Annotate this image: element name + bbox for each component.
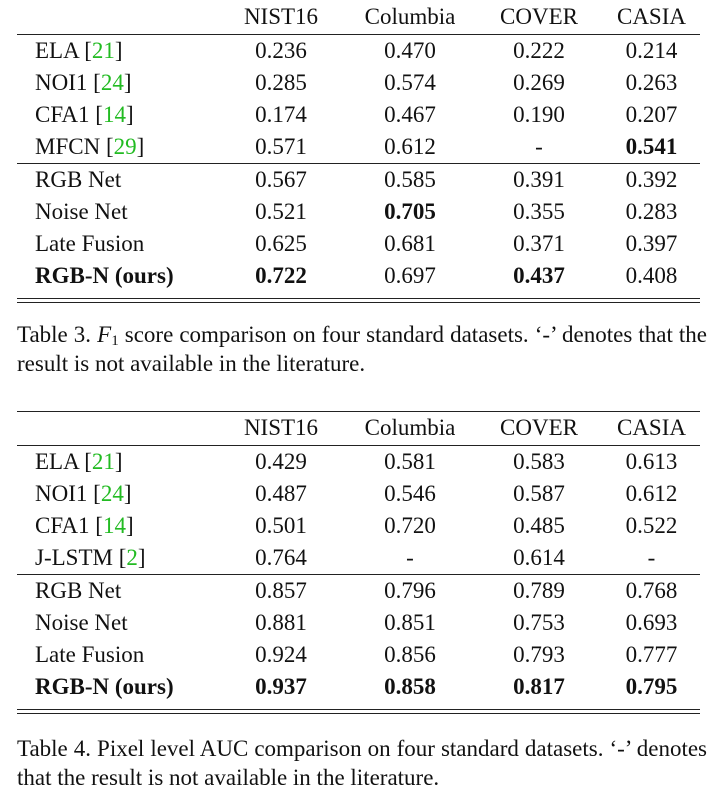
cell-value: 0.392 xyxy=(625,167,678,192)
header-nist16: NIST16 xyxy=(243,4,319,29)
cell-value: 0.612 xyxy=(345,131,475,164)
cell-value: 0.501 xyxy=(255,513,307,538)
cell-value: - xyxy=(345,542,475,575)
cell-value: 0.214 xyxy=(625,38,678,63)
cell-value-best: 0.541 xyxy=(603,131,700,164)
cell-value: 0.408 xyxy=(625,263,678,288)
method-name: Noise Net xyxy=(35,199,128,224)
cell-value: 0.371 xyxy=(513,231,565,256)
table-4-grid xyxy=(17,411,700,703)
table-4-header-row xyxy=(17,411,700,446)
cell-value: 0.587 xyxy=(513,481,565,506)
table-4-top-rule xyxy=(17,411,700,412)
table-4-bottom-rule xyxy=(17,709,700,714)
cell-value: 0.613 xyxy=(625,449,678,474)
cell-value: 0.583 xyxy=(513,449,565,474)
cell-value: - xyxy=(475,131,603,164)
cell-value: 0.269 xyxy=(513,70,565,95)
table-4-caption: Table 4. Pixel level AUC comparison on four standard datasets. ‘-’ denotes that the result is not available in the literature. xyxy=(17,736,707,790)
cell-value: 0.612 xyxy=(625,481,678,506)
cell-value: 0.567 xyxy=(255,167,307,192)
method-name: CFA1 [14] xyxy=(35,102,134,127)
cell-value: 0.263 xyxy=(625,70,678,95)
cell-value: 0.856 xyxy=(384,642,436,667)
method-name: Late Fusion xyxy=(35,642,145,667)
cell-value: 0.174 xyxy=(255,102,307,127)
cell-value: 0.857 xyxy=(255,578,307,603)
header-cover: COVER xyxy=(500,415,578,440)
table-row xyxy=(17,671,700,703)
cell-value: 0.574 xyxy=(384,70,436,95)
cell-value: 0.796 xyxy=(384,578,436,603)
cell-value: 0.614 xyxy=(475,542,603,575)
table-row xyxy=(17,67,700,99)
cell-value: 0.470 xyxy=(384,38,436,63)
cell-value-best: 0.722 xyxy=(255,263,307,288)
cell-value: 0.753 xyxy=(513,610,565,635)
cell-value: 0.768 xyxy=(625,578,678,603)
cell-value: 0.391 xyxy=(513,167,565,192)
f1-symbol: $F_1$ xyxy=(97,322,119,349)
header-method xyxy=(17,0,217,35)
cell-value-best: 0.437 xyxy=(513,263,565,288)
cell-value: 0.397 xyxy=(625,231,678,256)
citation-link[interactable]: 24 xyxy=(100,481,124,506)
cell-value: 0.693 xyxy=(625,610,678,635)
cell-value: 0.190 xyxy=(513,102,565,127)
cell-value: 0.571 xyxy=(217,131,345,164)
header-casia: CASIA xyxy=(616,4,686,29)
cell-value: 0.625 xyxy=(255,231,307,256)
cell-value: 0.793 xyxy=(513,642,565,667)
cell-value: 0.522 xyxy=(625,513,678,538)
cell-value: 0.546 xyxy=(384,481,436,506)
cell-value-best: 0.858 xyxy=(384,674,436,699)
table-row xyxy=(17,607,700,639)
method-name-ours: RGB-N (ours) xyxy=(35,263,174,288)
cell-value: 0.851 xyxy=(384,610,436,635)
table-row xyxy=(17,510,700,542)
cell-value: 0.720 xyxy=(384,513,436,538)
cell-value: 0.429 xyxy=(255,449,307,474)
method-name: MFCN [29] xyxy=(17,131,217,164)
cell-value: 0.207 xyxy=(625,102,678,127)
table-row xyxy=(17,542,700,575)
cell-value-best: 0.817 xyxy=(513,674,565,699)
method-name: RGB Net xyxy=(35,167,122,192)
header-casia: CASIA xyxy=(616,415,686,440)
table-row xyxy=(17,131,700,164)
method-name: CFA1 [14] xyxy=(35,513,134,538)
cell-value: 0.764 xyxy=(217,542,345,575)
table-3-caption: Table 3. $F_1$ score comparison on four standard datasets. ‘-’ denotes that the result is not available in the literature. xyxy=(17,322,707,376)
cell-value: 0.581 xyxy=(384,449,436,474)
table-row xyxy=(17,260,700,292)
cell-value: 0.681 xyxy=(384,231,436,256)
citation-link[interactable]: 14 xyxy=(102,102,126,127)
table-row xyxy=(17,478,700,510)
method-name: NOI1 [24] xyxy=(35,481,132,506)
cell-value: 0.283 xyxy=(625,199,678,224)
citation-link[interactable]: 14 xyxy=(102,513,126,538)
cell-value-best: 0.705 xyxy=(384,199,436,224)
header-columbia: Columbia xyxy=(364,4,456,29)
cell-value: 0.487 xyxy=(255,481,307,506)
table-row xyxy=(17,639,700,671)
method-name: Late Fusion xyxy=(35,231,145,256)
table-row xyxy=(17,164,700,197)
citation-link[interactable]: 24 xyxy=(100,70,124,95)
method-name: RGB Net xyxy=(35,578,122,603)
table-4 xyxy=(17,409,700,714)
header-nist16: NIST16 xyxy=(243,415,319,440)
table-row xyxy=(17,575,700,608)
method-name: ELA [21] xyxy=(35,38,123,63)
cell-value: 0.924 xyxy=(255,642,307,667)
cell-value-best: 0.795 xyxy=(625,674,678,699)
table-row xyxy=(17,446,700,479)
citation-link[interactable]: 21 xyxy=(91,449,115,474)
cell-value: 0.585 xyxy=(384,167,436,192)
cell-value: 0.485 xyxy=(513,513,565,538)
cell-value: 0.467 xyxy=(384,102,436,127)
table-row xyxy=(17,196,700,228)
table-row xyxy=(17,228,700,260)
cell-value: 0.789 xyxy=(513,578,565,603)
citation-link[interactable]: 21 xyxy=(91,38,115,63)
method-name: J-LSTM [2] xyxy=(17,542,217,575)
cell-value: 0.521 xyxy=(255,199,307,224)
method-name-ours: RGB-N (ours) xyxy=(35,674,174,699)
cell-value: 0.777 xyxy=(625,642,678,667)
cell-value: 0.285 xyxy=(255,70,307,95)
cell-value: 0.881 xyxy=(255,610,307,635)
table-row xyxy=(17,35,700,68)
header-cover: COVER xyxy=(500,4,578,29)
table-row xyxy=(17,99,700,131)
table-3-grid xyxy=(17,0,700,292)
citation-link[interactable]: 2 xyxy=(126,545,138,570)
method-name: NOI1 [24] xyxy=(35,70,132,95)
table-3-bottom-rule xyxy=(17,298,700,303)
cell-value: 0.697 xyxy=(384,263,436,288)
table-3-header-row xyxy=(17,0,700,35)
table-3 xyxy=(17,0,700,303)
cell-value-best: 0.937 xyxy=(255,674,307,699)
method-name: ELA [21] xyxy=(35,449,123,474)
method-name: Noise Net xyxy=(35,610,128,635)
cell-value: 0.222 xyxy=(513,38,565,63)
cell-value: 0.236 xyxy=(255,38,307,63)
citation-link[interactable]: 29 xyxy=(113,134,137,159)
header-columbia: Columbia xyxy=(364,415,456,440)
cell-value: 0.355 xyxy=(513,199,565,224)
cell-value: - xyxy=(603,542,700,575)
header-method xyxy=(17,411,217,446)
